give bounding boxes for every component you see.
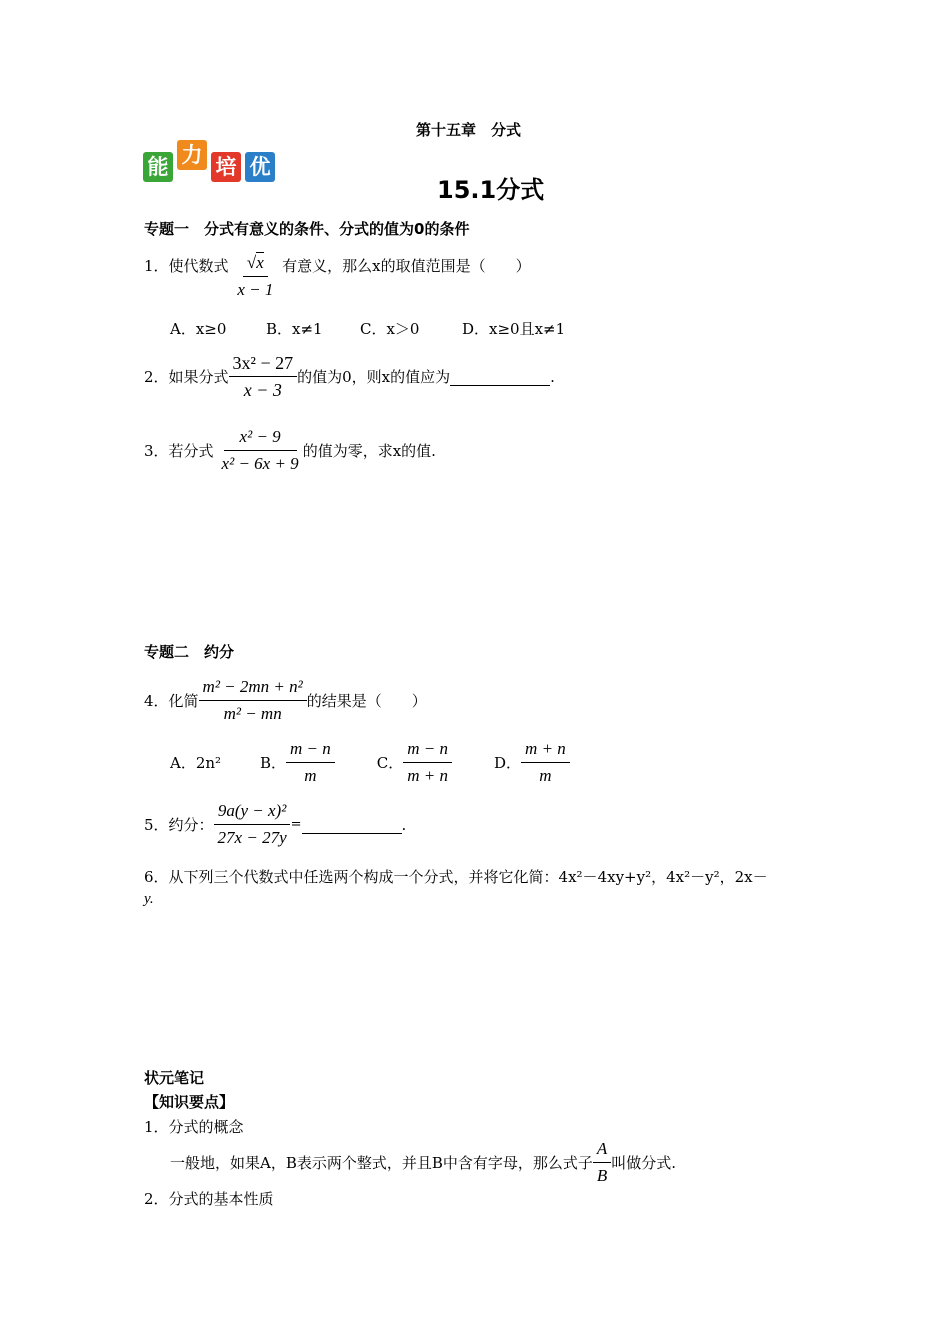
q4-option-b-num: m − n <box>286 738 335 763</box>
q4-options <box>170 738 570 787</box>
q1-option-d: D．x≥0且x≠1 <box>462 320 566 338</box>
section-title: 15.1分式 <box>437 176 545 204</box>
q1-option-b: B．x≠1 <box>266 320 323 338</box>
q2-fraction <box>229 352 298 401</box>
q5-fraction <box>214 800 291 849</box>
q4-prefix: 4．化简 <box>144 692 199 710</box>
question-1 <box>144 252 531 301</box>
q4-option-d-label: D． <box>494 754 522 772</box>
q4-option-c-label: C． <box>376 754 404 772</box>
q2-suffix: 的值为0，则x的值应为 <box>297 368 451 386</box>
q1-suffix: 有意义，那么x的取值范围是（ ） <box>282 257 531 275</box>
q4-option-b-label: B． <box>260 754 287 772</box>
q4-den: m² − mn <box>223 704 282 723</box>
q4-option-c-den: m + n <box>407 766 449 785</box>
q5-answer-blank[interactable] <box>302 815 402 834</box>
q5-den: 27x − 27y <box>217 828 287 847</box>
topic1-title: 专题一 分式有意义的条件、分式的值为0的条件 <box>144 220 470 238</box>
q4-num: m² − 2mn + n² <box>199 676 307 701</box>
question-4 <box>144 676 427 725</box>
q3-fraction <box>218 426 303 475</box>
q2-end: . <box>550 367 555 386</box>
notes-subtitle: 【知识要点】 <box>144 1093 235 1111</box>
q5-end: . <box>401 815 407 834</box>
q4-option-b-fraction <box>286 738 335 787</box>
question-5 <box>144 800 406 849</box>
q5-num: 9a(y − x)² <box>214 800 290 825</box>
q1-options <box>170 318 565 339</box>
q4-option-b-den: m <box>304 766 317 785</box>
topic2-title: 专题二 约分 <box>144 643 235 661</box>
notes-title: 状元笔记 <box>144 1069 205 1087</box>
q1-prefix: 1．使代数式 <box>144 257 229 275</box>
q3-suffix: 的值为零，求x的值. <box>302 442 436 460</box>
logo-tile-3: 培 <box>211 152 241 182</box>
question-3 <box>144 426 436 475</box>
q1-num: x <box>256 253 264 272</box>
q3-den: x² − 6x + 9 <box>221 454 299 473</box>
q4-option-c-fraction <box>403 738 452 787</box>
q2-den: x − 3 <box>243 380 282 400</box>
notes-item-2: 2．分式的基本性质 <box>144 1190 274 1208</box>
notes-item-1-body: 一般地，如果A，B表示两个整式，并且B中含有字母，那么式子 <box>170 1154 593 1172</box>
q1-option-c: C．x＞0 <box>360 320 420 338</box>
q3-prefix: 3．若分式 <box>144 442 214 460</box>
q5-prefix: 5．约分： <box>144 816 214 834</box>
notes-item-1-den: B <box>596 1166 608 1185</box>
q4-fraction <box>199 676 307 725</box>
q6-line2: y. <box>144 891 154 907</box>
notes-item-1-end: 叫做分式. <box>611 1154 677 1172</box>
q2-answer-blank[interactable] <box>450 367 550 386</box>
q5-eq: = <box>290 817 302 832</box>
q1-den: x − 1 <box>237 280 274 299</box>
q4-option-a: A．2n² <box>170 754 222 772</box>
q1-option-a: A．x≥0 <box>170 320 227 338</box>
q4-option-d-den: m <box>539 766 552 785</box>
question-2 <box>144 352 555 401</box>
chapter-title: 第十五章 分式 <box>416 121 522 139</box>
q2-prefix: 2．如果分式 <box>144 368 229 386</box>
logo-tile-1: 能 <box>143 152 173 182</box>
notes-item-1-num: A <box>593 1138 611 1163</box>
notes-item-1: 1．分式的概念 <box>144 1118 244 1136</box>
q4-option-d-fraction <box>521 738 570 787</box>
q4-suffix: 的结果是（ ） <box>306 692 427 710</box>
logo-tile-4: 优 <box>245 152 275 182</box>
notes-item-1-fraction <box>593 1138 611 1187</box>
q4-option-c-num: m − n <box>403 738 452 763</box>
q6-line1: 6．从下列三个代数式中任选两个构成一个分式，并将它化简：4x²－4xy+y²，4x²－y²，2x－ <box>144 868 768 886</box>
logo-tile-2: 力 <box>177 140 207 170</box>
q1-fraction: $\frac{√x}{x - 1}$ <box>233 252 277 301</box>
q4-option-d-num: m + n <box>521 738 570 763</box>
logo <box>143 140 277 188</box>
notes-item-1-text <box>170 1138 676 1187</box>
q3-num: x² − 9 <box>224 426 297 451</box>
q2-num: 3x² − 27 <box>229 352 298 377</box>
